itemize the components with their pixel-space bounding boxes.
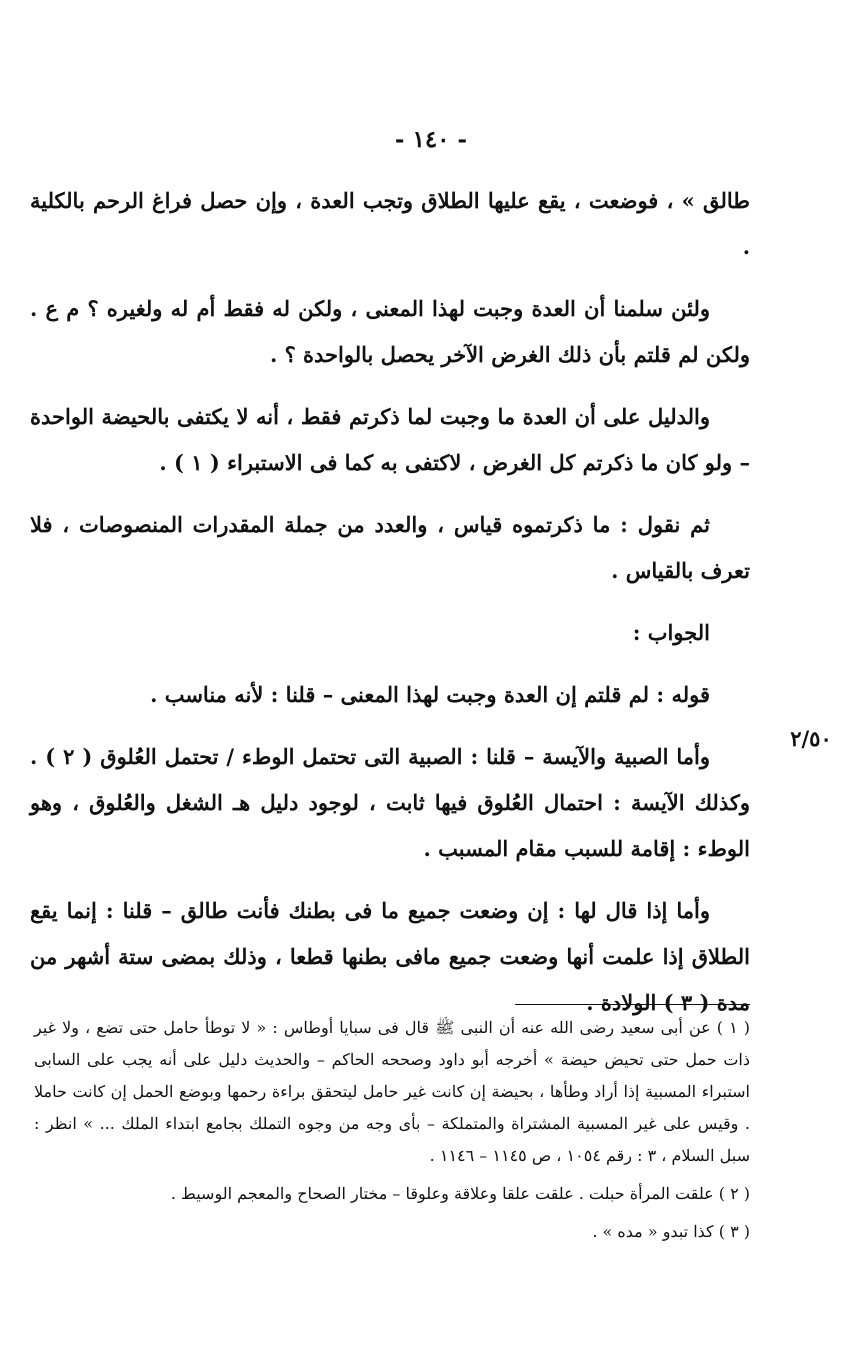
section-heading: الجواب : bbox=[632, 620, 710, 645]
footnote-separator bbox=[515, 1004, 750, 1005]
paragraph: قوله : لم قلتم إن العدة وجبت لهذا المعنى – قلنا : لأنه مناسب . bbox=[150, 682, 710, 707]
paragraph: وأما إذا قال لها : إن وضعت جميع ما فى بطنك فأنت طالق – قلنا : إنما يقع الطلاق إذا علمت أنها وضعت جميع مافى بطنها قطعا ، وذلك بمضى ستة أشهر من مدة ( ٣ ) الولادة . bbox=[30, 898, 750, 1015]
paragraph: طالق » ، فوضعت ، يقع عليها الطلاق وتجب العدة ، وإن حصل فراغ الرحم بالكلية . bbox=[30, 188, 750, 259]
page-number: - ١٤٠ - bbox=[394, 126, 468, 153]
paragraph: وأما الصبية والآيسة – قلنا : الصبية التى تحتمل الوطء / تحتمل العُلوق ( ٢ ) . وكذلك الآيسة : احتمال العُلوق فيها ثابت ، لوجود دليل هـ الشغل والعُلوق ، وهو الوطء : إقامة للسبب مقام المسبب . bbox=[30, 744, 750, 861]
footnote: ( ٢ ) علقت المرأة حبلت . علقت علقا وعلاقة وعلوقا – مختار الصحاح والمعجم الوسيط . bbox=[170, 1184, 750, 1203]
footnote: ( ٣ ) كذا تبدو « مده » . bbox=[592, 1222, 750, 1241]
main-text bbox=[30, 178, 750, 1042]
margin-reference: ٢/٥٠ bbox=[790, 726, 832, 751]
footnotes bbox=[34, 1012, 750, 1254]
paragraph: ولئن سلمنا أن العدة وجبت لهذا المعنى ، ولكن له فقط أم له ولغيره ؟ م ع . ولكن لم قلتم بأن ذلك الغرض الآخر يحصل بالواحدة ؟ . bbox=[30, 296, 750, 367]
paragraph: والدليل على أن العدة ما وجبت لما ذكرتم فقط ، أنه لا يكتفى بالحيضة الواحدة – ولو كان ما ذكرتم كل الغرض ، لاكتفى به كما فى الاستبراء ( ١ ) . bbox=[30, 404, 750, 475]
footnote: ( ١ ) عن أبى سعيد رضى الله عنه أن النبى ﷺ قال فى سبايا أوطاس : « لا توطأ حامل حتى تضع ، ولا غير ذات حمل حتى تحيض حيضة » أخرجه أبو داود وصححه الحاكم – والحديث دليل على أنه يجب على السابى استبراء المسبية إذا أراد وطأها ، بحيضة إن كانت غير حامل ليتحقق براءة رحمها وبوضع الحمل إن كانت حاملا . وقيس على غير المسبية المشتراة والمتملكة – بأى وجه من وجوه التملك بجامع ابتداء الملك ... » انظر : سبل السلام ، ٣ : رقم ١٠٥٤ ، ص ١١٤٥ – ١١٤٦ . bbox=[34, 1018, 751, 1165]
paragraph: ثم نقول : ما ذكرتموه قياس ، والعدد من جملة المقدرات المنصوصات ، فلا تعرف بالقياس . bbox=[30, 512, 750, 583]
